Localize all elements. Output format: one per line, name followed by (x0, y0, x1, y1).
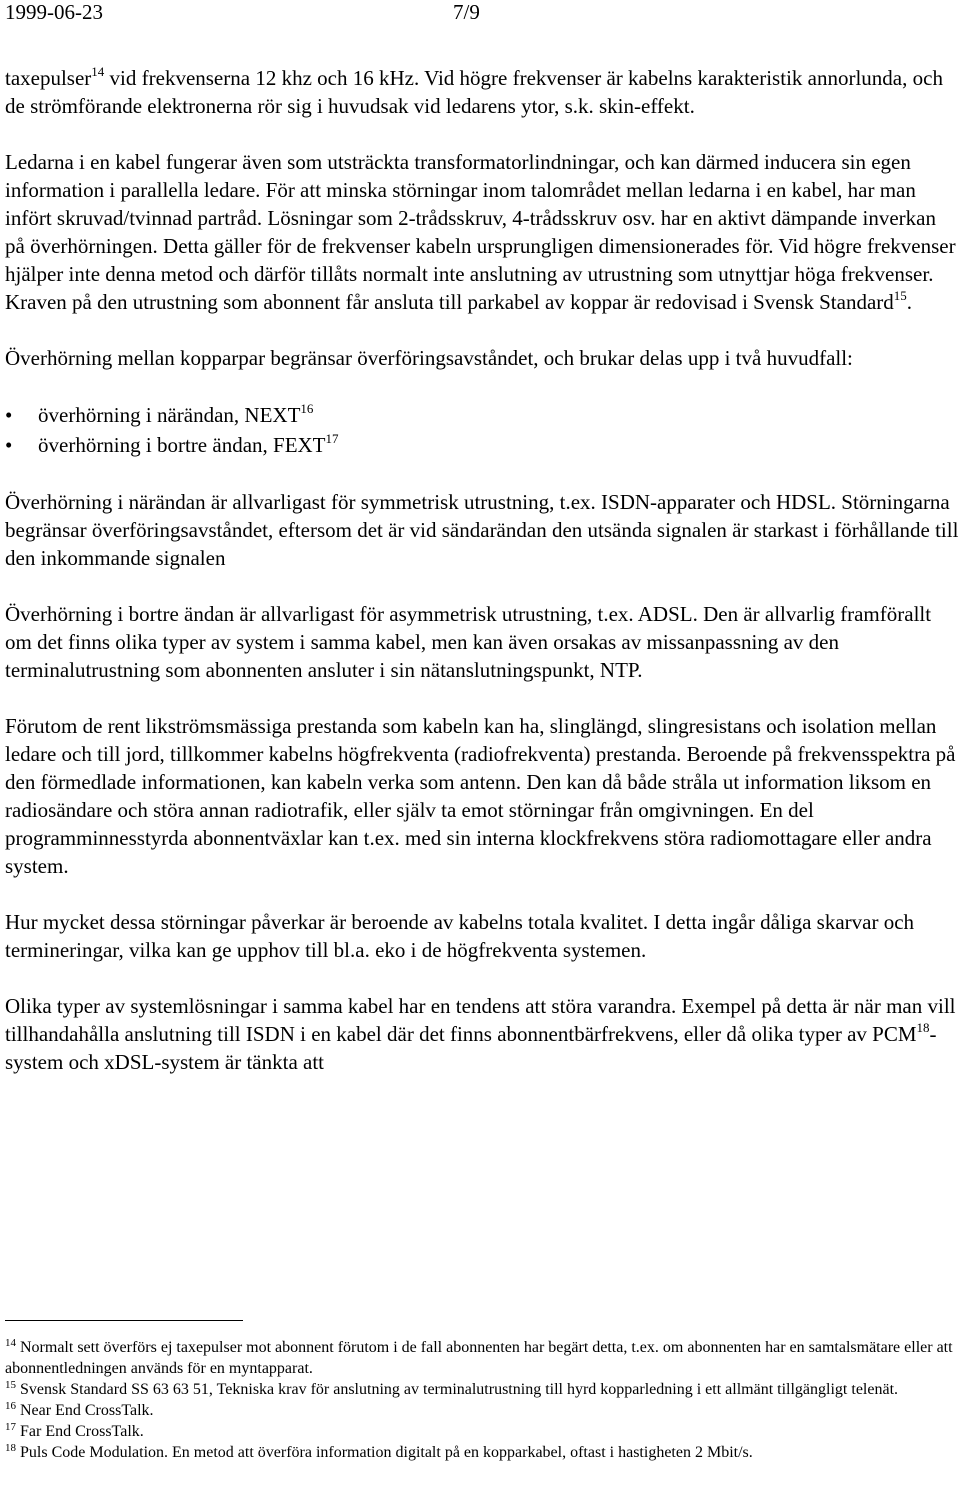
list-item-text: överhörning i närändan, NEXT (38, 403, 301, 427)
bullet-icon: • (5, 403, 13, 427)
footnote-16 (5, 1400, 960, 1421)
footnote-ref-16: 16 (300, 401, 314, 416)
paragraph-8 (5, 992, 960, 1076)
footnotes (5, 1337, 960, 1463)
paragraph-1 (5, 64, 960, 120)
footnote-number: 16 (5, 1400, 16, 1412)
footnote-number: 18 (5, 1442, 16, 1454)
paragraph-2 (5, 148, 960, 316)
footnote-ref-18: 18 (916, 1020, 930, 1035)
footnote-number: 17 (5, 1421, 16, 1433)
paragraph-1-text-cont: vid frekvenserna 12 khz och 16 kHz. Vid högre frekvenser är kabelns karakteristik annorlunda, och de strömförande elektronerna rör sig i huvudsak vid ledarens ytor, s.k. skin-effekt. (5, 66, 943, 118)
bullet-icon: • (5, 433, 13, 457)
footnote-text: Near End CrossTalk. (16, 1402, 154, 1419)
footnote-17 (5, 1421, 960, 1442)
paragraph-5: Överhörning i bortre ändan är allvarligast för asymmetrisk utrustning, t.ex. ADSL. Den är allvarlig framförallt om det finns olika typer av system i samma kabel, men kan även orsakas av missanpassning av den terminalutrustning som abonnenten ansluter i sin nätanslutningspunkt, NTP. (5, 602, 932, 682)
footnote-number: 14 (5, 1337, 16, 1349)
paragraph-7: Hur mycket dessa störningar påverkar är beroende av kabelns totala kvalitet. I detta ingår dåliga skarvar och termineringar, vilka kan ge upphov till bl.a. eko i de högfrekventa systemen. (5, 910, 915, 962)
footnote-14 (5, 1337, 960, 1379)
paragraph-8-text: Olika typer av systemlösningar i samma kabel har en tendens att störa varandra. Exempel på detta är när man vill tillhandahålla anslutning till ISDN i en kabel där det finns abonnentbärfrekvens, eller då olika typer av PCM (5, 994, 956, 1046)
footnote-text: Far End CrossTalk. (16, 1423, 144, 1440)
footnote-ref-15: 15 (893, 288, 907, 303)
footnote-18 (5, 1442, 960, 1463)
body-text (5, 64, 960, 1076)
list-item-text: överhörning i bortre ändan, FEXT (38, 433, 326, 457)
footnote-text: Puls Code Modulation. En metod att överföra information digitalt på en kopparkabel, oftast i hastigheten 2 Mbit/s. (16, 1444, 753, 1461)
paragraph-8-text-cont: -system och xDSL-system är tänkta att (5, 1022, 937, 1074)
footnote-ref-14: 14 (91, 64, 105, 79)
paragraph-3: Överhörning mellan kopparpar begränsar överföringsavståndet, och brukar delas upp i två huvudfall: (5, 346, 853, 370)
header-page-number: 7/9 (453, 0, 480, 24)
list-item (5, 400, 960, 430)
footnote-number: 15 (5, 1379, 16, 1391)
paragraph-1-text: taxepulser (5, 66, 92, 90)
footnote-separator (5, 1320, 243, 1321)
paragraph-4: Överhörning i närändan är allvarligast för symmetrisk utrustning, t.ex. ISDN-apparater och HDSL. Störningarna begränsar överföringsavståndet, eftersom det är vid sändarändan den utsända signalen är starkast i förhållande till den inkommande signalen (5, 490, 959, 570)
list-item (5, 430, 960, 460)
paragraph-6: Förutom de rent likströmsmässiga prestanda som kabeln kan ha, slinglängd, slingresistans och isolation mellan ledare och till jord, tillkommer kabelns högfrekventa (radiofrekventa) prestanda. Beroende på frekvensspektra på den förmedlade informationen, kan kabeln verka som antenn. Den kan då både stråla ut information liksom en radiosändare och störa annan radiotrafik, eller själv ta emot störningar från omgivningen. En del programminnesstyrda abonnentväxlar kan t.ex. med sin interna klockfrekvens störa radiomottagare eller andra system. (5, 714, 956, 878)
footnote-ref-17: 17 (325, 431, 339, 446)
header-date: 1999-06-23 (5, 0, 103, 24)
footnote-text: Svensk Standard SS 63 63 51, Tekniska krav för anslutning av terminalutrustning till hyrd kopparledning i ett allmänt tillgängligt telenät. (16, 1381, 899, 1398)
footnote-15 (5, 1379, 960, 1400)
bullet-list (5, 400, 960, 460)
paragraph-2-text-end: . (906, 290, 913, 314)
footnote-text: Normalt sett överförs ej taxepulser mot abonnent förutom i de fall abonnenten har begärt detta, t.ex. om abonnenten har en samtalsmätare eller att abonnentledningen används för en myntapparat. (5, 1339, 953, 1377)
paragraph-2-text: Ledarna i en kabel fungerar även som utsträckta transformatorlindningar, och kan därmed inducera sin egen information i parallella ledare. För att minska störningar inom talområdet mellan ledarna i en kabel, har man infört skruvad/tvinnad partråd. Lösningar som 2-trådsskruv, 4-trådsskruv osv. har en aktivt dämpande inverkan på överhörningen. Detta gäller för de frekvenser kabeln ursprungligen dimensionerades för. Vid högre frekvenser hjälper inte denna metod och därför tillåts normalt inte anslutning av utrustning som utnyttjar höga frekvenser. Kraven på den utrustning som abonnent får ansluta till parkabel av koppar är redovisad i Svensk Standard (5, 150, 956, 314)
